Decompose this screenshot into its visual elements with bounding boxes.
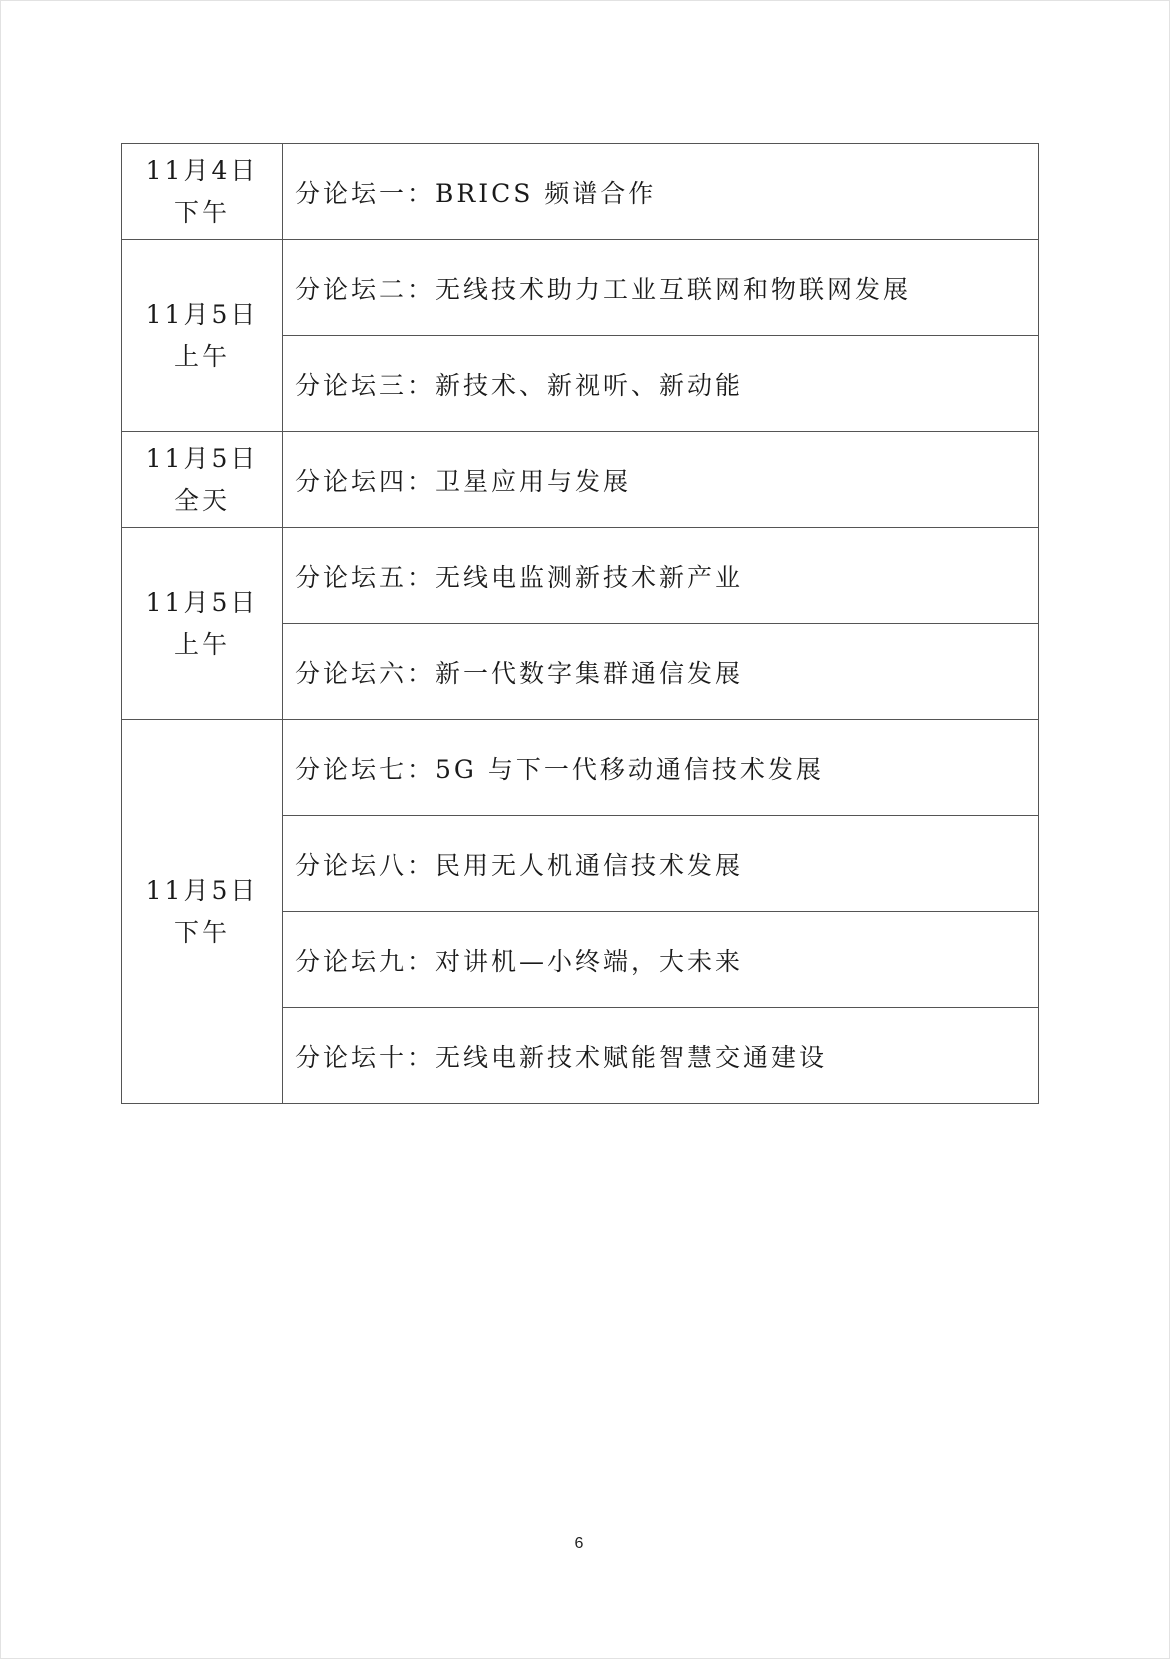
table-row [122, 432, 1039, 528]
table-row [122, 144, 1039, 240]
date-text: 11月5日 [145, 875, 259, 905]
forum-title: 分论坛四：卫星应用与发展 [283, 432, 1039, 528]
period-text: 下午 [173, 197, 230, 227]
forum-title: 分论坛六：新一代数字集群通信发展 [283, 624, 1039, 720]
schedule-body [122, 144, 1039, 1104]
date-text: 11月5日 [145, 299, 259, 329]
date-text: 11月4日 [145, 155, 259, 185]
forum-title: 分论坛一：BRICS 频谱合作 [283, 144, 1039, 240]
forum-title: 分论坛二：无线技术助力工业互联网和物联网发展 [283, 240, 1039, 336]
forum-title: 分论坛八：民用无人机通信技术发展 [283, 816, 1039, 912]
table-row [122, 240, 1039, 336]
forum-title: 分论坛十：无线电新技术赋能智慧交通建设 [283, 1008, 1039, 1104]
forum-schedule-table [121, 143, 1039, 1104]
date-cell [122, 144, 283, 240]
date-cell [122, 720, 283, 1104]
date-cell [122, 528, 283, 720]
date-text: 11月5日 [145, 443, 259, 473]
period-text: 上午 [173, 341, 230, 371]
forum-title: 分论坛三：新技术、新视听、新动能 [283, 336, 1039, 432]
date-cell [122, 240, 283, 432]
page-number: 6 [574, 1535, 584, 1552]
period-text: 上午 [173, 629, 230, 659]
date-cell [122, 432, 283, 528]
forum-title: 分论坛九：对讲机—小终端，大未来 [283, 912, 1039, 1008]
forum-title: 分论坛五：无线电监测新技术新产业 [283, 528, 1039, 624]
period-text: 全天 [173, 485, 230, 515]
period-text: 下午 [173, 917, 230, 947]
table-row [122, 528, 1039, 624]
forum-title: 分论坛七：5G 与下一代移动通信技术发展 [283, 720, 1039, 816]
table-row [122, 720, 1039, 816]
date-text: 11月5日 [145, 587, 259, 617]
